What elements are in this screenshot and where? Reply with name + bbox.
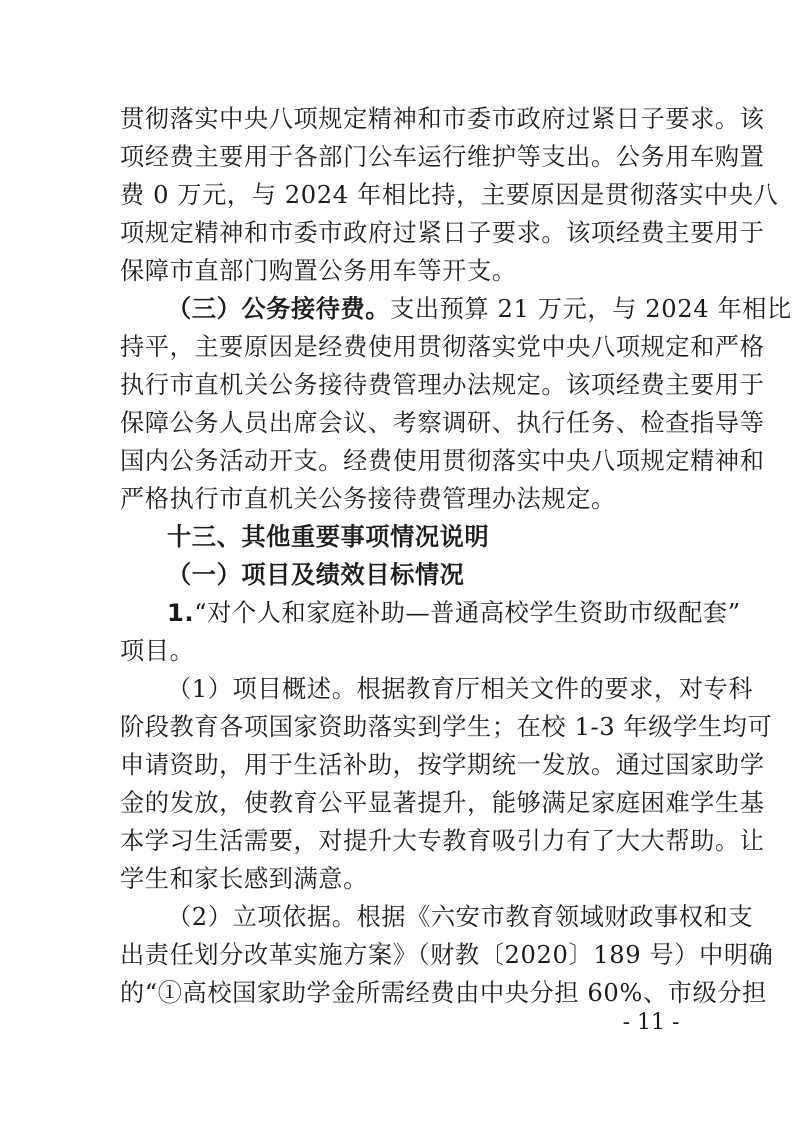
paragraph-line: 保障公务人员出席会议、考察调研、执行任务、检查指导等 [120,409,765,437]
item-title-line [167,598,741,628]
reception-fee-line [167,294,792,324]
paragraph-line: 金的发放，使教育公平显著提升，能够满足家庭困难学生基 [120,789,765,817]
item-title-tail: 项目。 [120,637,195,665]
paragraph-line: 出责任划分改革实施方案》（财教〔2020〕189 号）中明确 [120,941,774,969]
reception-fee-heading: （三）公务接待费。 [167,295,391,323]
reception-fee-text: 支出预算 21 万元，与 2024 年相比 [390,295,792,323]
paragraph-line: 申请资助，用于生活补助，按学期统一发放。通过国家助学 [120,751,765,779]
item-number: 1. [167,599,195,627]
paragraph-line: 国内公务活动开支。经费使用贯彻落实中央八项规定精神和 [120,447,765,475]
paragraph-line: 的“①高校国家助学金所需经费由中央分担 60%、市级分担 [120,979,767,1007]
paragraph-line: 严格执行市直机关公务接待费管理办法规定。 [120,485,616,513]
subsection-heading: （一）项目及绩效目标情况 [167,561,465,589]
paragraph-line: 学生和家长感到满意。 [120,865,368,893]
page-number: - 11 - [622,1010,680,1035]
paragraph-line: 贯彻落实中央八项规定精神和市委市政府过紧日子要求。该 [120,105,765,133]
paragraph-line: 费 0 万元，与 2024 年相比持，主要原因是贯彻落实中央八 [120,181,779,209]
paragraph-line: （2）立项依据。根据《六安市教育领域财政事权和支 [167,903,754,931]
paragraph-line: 持平，主要原因是经费使用贯彻落实党中央八项规定和严格 [120,333,765,361]
section-heading: 十三、其他重要事项情况说明 [167,523,490,551]
paragraph-line: （1）项目概述。根据教育厅相关文件的要求，对专科 [167,675,754,703]
paragraph-line: 本学习生活需要，对提升大专教育吸引力有了大大帮助。让 [120,827,765,855]
paragraph-line: 阶段教育各项国家资助落实到学生；在校 1-3 年级学生均可 [120,713,773,741]
paragraph-line: 保障市直部门购置公务用车等开支。 [120,257,517,285]
paragraph-line: 执行市直机关公务接待费管理办法规定。该项经费主要用于 [120,371,765,399]
item-title: “对个人和家庭补助—普通高校学生资助市级配套” [194,599,741,627]
paragraph-line: 项经费主要用于各部门公车运行维护等支出。公务用车购置 [120,143,765,171]
paragraph-line: 项规定精神和市委市政府过紧日子要求。该项经费主要用于 [120,219,765,247]
